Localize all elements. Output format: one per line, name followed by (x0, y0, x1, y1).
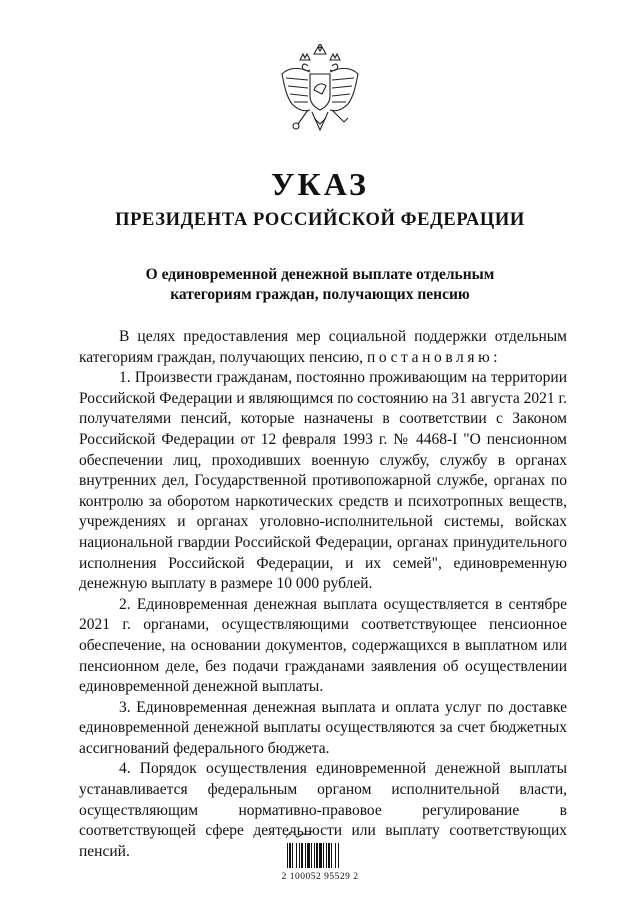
decree-heading (0, 265, 640, 305)
document-subtitle: ПРЕЗИДЕНТА РОССИЙСКОЙ ФЕДЕРАЦИИ (115, 210, 525, 230)
barcode-bar (311, 843, 312, 868)
intro-paragraph (79, 327, 567, 368)
paragraph-3: 3. Единовременная денежная выплата и оплата услуг по доставке единовременной денежной выплаты осуществляются за счет бюджетных ассигнований федерального бюджета. (79, 698, 567, 757)
barcode-bar (323, 843, 324, 868)
decree-heading-line: О единовременной денежной выплате отдельным (145, 266, 495, 283)
barcode-bar (319, 843, 322, 868)
resolve-word: постановляю: (366, 348, 502, 366)
document-title: УКАЗ (271, 166, 369, 202)
barcode-bar (299, 843, 300, 868)
paragraph-2: 2. Единовременная денежная выплата осуществляется в сентябре 2021 г. органами, осуществляющими соответствующее пенсионное обеспечение, на основании документов, содержащихся в выплатном или пенсионном деле, без подачи гражданами заявления об осуществлении единовременной денежной выплаты. (79, 595, 567, 696)
barcode-bar (326, 843, 327, 868)
barcode-bar (289, 843, 291, 868)
barcode-bar (307, 843, 310, 868)
barcode-bar (331, 843, 332, 868)
paragraph-4: 4. Порядок осуществления единовременной денежной выплаты устанавливается федеральным органом исполнительной власти, осуществляющим нормативно-правовое регулирование в соответствующей сфере деятельности или выплату соответствующих пенсий. (79, 760, 567, 860)
intro-text: В целях предоставления мер социальной поддержки отдельным категориям граждан, получающих пенсию, (79, 328, 567, 366)
paragraph-1: 1. Произвести гражданам, постоянно проживающим на территории Российской Федерации и являющимся по состоянию на 31 августа 2021 г. получателями пенсий, которые назначены в соответствии с Законом Российской Федерации от 12 февраля 1993 г. № 4468-I "О пенсионном обеспечении лиц, проходивших военную службу, службу в органах внутренних дел, Государственной противопожарной службе, органах по контролю за оборотом наркотических средств и психотропных веществ, учреждениях и органах уголовно-исполнительной системы, войсках национальной гвардии Российской Федерации, органах принудительного исполнения Российской Федерации, и их семей", единовременную денежную выплату в размере 10 000 рублей. (79, 369, 567, 593)
barcode-bar (335, 843, 336, 868)
handwritten-mark-icon (284, 826, 314, 842)
barcode-bar (316, 843, 318, 868)
barcode-icon (286, 843, 362, 868)
barcode-bar (338, 843, 339, 868)
barcode-bar (314, 843, 315, 868)
barcode-number: 2 100052 95529 2 (281, 872, 359, 882)
barcode-bar (296, 843, 297, 868)
decree-heading-line: категориям граждан, получающих пенсию (170, 286, 470, 303)
barcode-bar (301, 843, 303, 868)
barcode-bar (292, 843, 293, 868)
barcode-bar (287, 843, 288, 868)
coat-of-arms-icon (274, 44, 366, 144)
barcode-bar (328, 843, 330, 868)
decree-body (79, 327, 567, 862)
barcode-bar (305, 843, 306, 868)
